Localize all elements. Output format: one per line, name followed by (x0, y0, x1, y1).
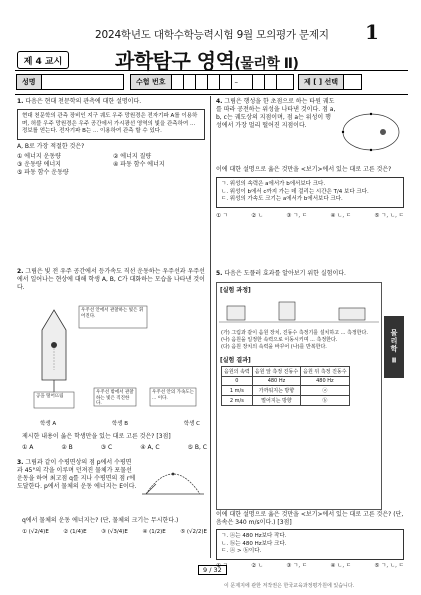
q1-question: A, B로 가장 적절한 것은? (17, 142, 85, 150)
name-label: 성명 (17, 75, 42, 89)
page-number: 1 (365, 20, 379, 44)
q4-choice-3[interactable]: ③ ㄱ, ㄷ (286, 212, 308, 219)
q5-question-block (216, 511, 404, 570)
q5-number: 5. (216, 270, 223, 277)
q3-number: 3. (17, 459, 24, 466)
q2-question-block (22, 433, 207, 452)
q1-number: 1. (17, 98, 24, 105)
q1-passage: 현대 천문학의 관측 장비인 지구 궤도 우주 망원경은 전자기파 A를 이용하며, 허블 우주 망원경은 우주 공간에서 가시광선 영역의 빛을 관측하여 ... 정보를 얻는다. 전자기파 B는 ... 이용하여 관측 할 수 있다. (17, 109, 205, 140)
student-b-label: 학생 B (111, 421, 129, 427)
q1-choice-5[interactable]: ⑤ 파동 함수 운동량 (17, 168, 69, 176)
name-box[interactable] (16, 74, 124, 90)
q1-choice-1[interactable]: ① 에너지 운동량 (17, 152, 61, 160)
q5-choice-1[interactable]: ① ㄱ (216, 562, 228, 569)
student-a-label: 학생 A (40, 421, 57, 427)
q1-choice-3[interactable]: ③ 운동량 에너지 (17, 160, 61, 168)
q5-cell: ⓑ (301, 396, 349, 406)
projectile-diagram (140, 462, 206, 498)
q4-question: 이에 대한 설명으로 옳은 것만을 <보기>에서 있는 대로 고른 것은? (216, 166, 392, 173)
q1-choice-2[interactable]: ② 에너지 질량 (113, 152, 152, 160)
q5-question: 이에 대한 설명으로 옳은 것만을 <보기>에서 있는 대로 고른 것은? (단, 음속은 340 m/s이다.) [3점] (216, 511, 404, 526)
exam-id-box[interactable]: 수험 번호 – (130, 74, 294, 90)
q5-cell: 480 Hz (301, 377, 349, 386)
q2-prompt: 그림은 빛 전 우주 공간에서 등가속도 직선 운동하는 우주선과 우주선에서 일어나는 현상에 대해 학생 A, B, C가 대화하는 모습을 나타낸 것이다. (17, 268, 205, 291)
q4-choice-5[interactable]: ⑤ ㄱ, ㄴ, ㄷ (374, 212, 404, 219)
question-5 (216, 270, 382, 278)
q3-choice-3[interactable]: ③ (√3/4)E (101, 529, 128, 535)
info-rule (15, 94, 408, 95)
question-3 (17, 459, 137, 491)
q4-choice-2[interactable]: ② ㄴ (251, 212, 264, 219)
q5-procedure-title: [실험 과정] (220, 287, 251, 294)
q5-cell: 2 m/s (222, 396, 253, 406)
table-row (222, 386, 350, 396)
question-2 (17, 268, 205, 292)
q5-cell: ⓐ (301, 386, 349, 396)
question-1 (17, 98, 205, 177)
q3-question: q에서 물체의 운동 에너지는? (단, 물체의 크기는 무시한다.) (22, 517, 179, 524)
question-4 (216, 98, 336, 130)
q5-procedure: (가) 그림과 같이 음원 장치, 진동수 측정기를 설치하고 ... 측정한다. (나) 음원을 일정한 속력으로 이동시키며 ... 측정한다. (다) 음원 장치의 속력을 바꾸어 (나)를 반복한다. (221, 330, 368, 350)
q2-number: 2. (17, 268, 24, 275)
q2-students (40, 420, 200, 428)
q2-choice-2[interactable]: ② B (61, 444, 73, 451)
subject-main: 과학탐구 영역 (115, 49, 235, 73)
q5-th-1: 음원의 속력 (222, 367, 253, 377)
q2-question: 제시한 내용이 옳은 학생만을 있는 대로 고른 것은? [3점] (22, 433, 171, 440)
q2-choice-4[interactable]: ④ A, C (140, 444, 160, 451)
q5-cell: 480 Hz (252, 377, 300, 386)
exam-title: 2024학년도 대학수학능력시험 9월 모의평가 문제지 (95, 29, 329, 41)
exam-id-label: 수험 번호 (131, 75, 172, 89)
period-label: 제 4 교시 (17, 51, 69, 69)
q4-prompt: 그림은 행성을 한 초점으로 하는 타원 궤도를 따라 공전하는 위성을 나타낸 것이다. 점 a, b, c는 궤도상의 지점이며, 점 a는 위성이 행성에서 가장 멀리 떨어진 지점이다. (216, 98, 336, 129)
q4-choice-4[interactable]: ④ ㄴ, ㄷ (330, 212, 352, 219)
q1-choice-4[interactable]: ④ 파동 함수 에너지 (113, 160, 165, 168)
q3-prompt: 그림과 같이 수평면상의 점 p에서 수평면과 45°의 각을 이루며 던져진 물체가 포물선 운동을 하여 최고점 q를 지나 수평면의 점 r에 도달한다. p에서 물체의 운동 에너지는 E이다. (17, 459, 137, 490)
q4-choice-1[interactable]: ① ㄱ (216, 212, 228, 219)
q3-question-block (22, 517, 207, 536)
q2-bubble-b: 우주선 밖에서 관찰하는 빛은 직진한다. (96, 390, 134, 406)
q3-choice-5[interactable]: ⑤ (√2/2)E (180, 529, 207, 535)
subject-side-tab: 물리학 Ⅱ (384, 316, 404, 378)
q5-cell: 0 (222, 377, 253, 386)
selection-label: 제 [ ] 선택 (299, 75, 344, 89)
q5-choice-2[interactable]: ② ㄴ (251, 562, 264, 569)
selection-box[interactable] (298, 74, 362, 90)
q2-figure (24, 300, 202, 418)
q2-bubble-a: 공을 떨어뜨림 (36, 394, 64, 399)
q5-options-box: ㄱ. ⓐ는 480 Hz보다 작다. ㄴ. ⓑ는 480 Hz보다 크다. ㄷ. ⓐ > ⓑ이다. (216, 529, 404, 560)
q5-choice-5[interactable]: ⑤ ㄱ, ㄴ, ㄷ (374, 562, 404, 569)
orbit-diagram (338, 104, 404, 160)
q2-label-top: 우주선 안에서 관찰하는 빛은 휘어진다. (81, 308, 144, 319)
q2-bubble-c: 우주선 안의 가속도는 ... 이다. (152, 390, 194, 401)
footer-page-indicator: 9 / 32 (198, 565, 227, 575)
q3-choice-2[interactable]: ② (1/4)E (63, 529, 87, 535)
q2-choice-5[interactable]: ⑤ B, C (187, 444, 207, 451)
q3-choice-4[interactable]: ④ (1/2)E (142, 529, 166, 535)
student-c-label: 학생 C (183, 421, 200, 427)
column-divider (210, 96, 211, 558)
q4-number: 4. (216, 98, 223, 105)
q5-cell: 1 m/s (222, 386, 253, 396)
subject-sub: (물리학 Ⅱ) (234, 56, 299, 72)
q5-choice-4[interactable]: ④ ㄴ, ㄷ (330, 562, 352, 569)
table-row (222, 396, 350, 406)
q5-result-table (221, 366, 350, 406)
table-row (222, 377, 350, 386)
q4-options-box: ㄱ. 위성의 속력은 a에서가 b에서보다 크다. ㄴ. 위성이 b에서 c까지 가는 데 걸리는 시간은 T/4 보다 크다. ㄷ. 위성의 가속도 크기는 a에서가 b에서보다 크다. (216, 177, 404, 208)
q5-apparatus (219, 296, 379, 326)
q5-choice-3[interactable]: ③ ㄱ, ㄷ (286, 562, 308, 569)
q5-th-3: 음원 뒤 측정 진동수 (301, 367, 349, 377)
q5-prompt: 다음은 도플러 효과를 알아보기 위한 실험이다. (224, 270, 346, 277)
copyright-note: 이 문제지에 관한 저작권은 한국교육과정평가원에 있습니다. (224, 583, 355, 589)
q3-choice-1[interactable]: ① (√2/4)E (22, 529, 49, 535)
q1-prompt: 다음은 현대 천문학의 관측에 대한 설명이다. (25, 98, 142, 105)
q5-cell: 멀어지는 방향 (252, 396, 300, 406)
q2-choice-3[interactable]: ③ C (100, 444, 113, 451)
q5-cell: 가까워지는 방향 (252, 386, 300, 396)
q2-choice-1[interactable]: ① A (22, 444, 34, 451)
q5-th-2: 음원 앞 측정 진동수 (252, 367, 300, 377)
q5-result-title: [실험 결과] (220, 357, 251, 364)
q5-experiment-box (216, 282, 382, 510)
header-rule (15, 70, 408, 71)
q4-question-block (216, 166, 404, 220)
